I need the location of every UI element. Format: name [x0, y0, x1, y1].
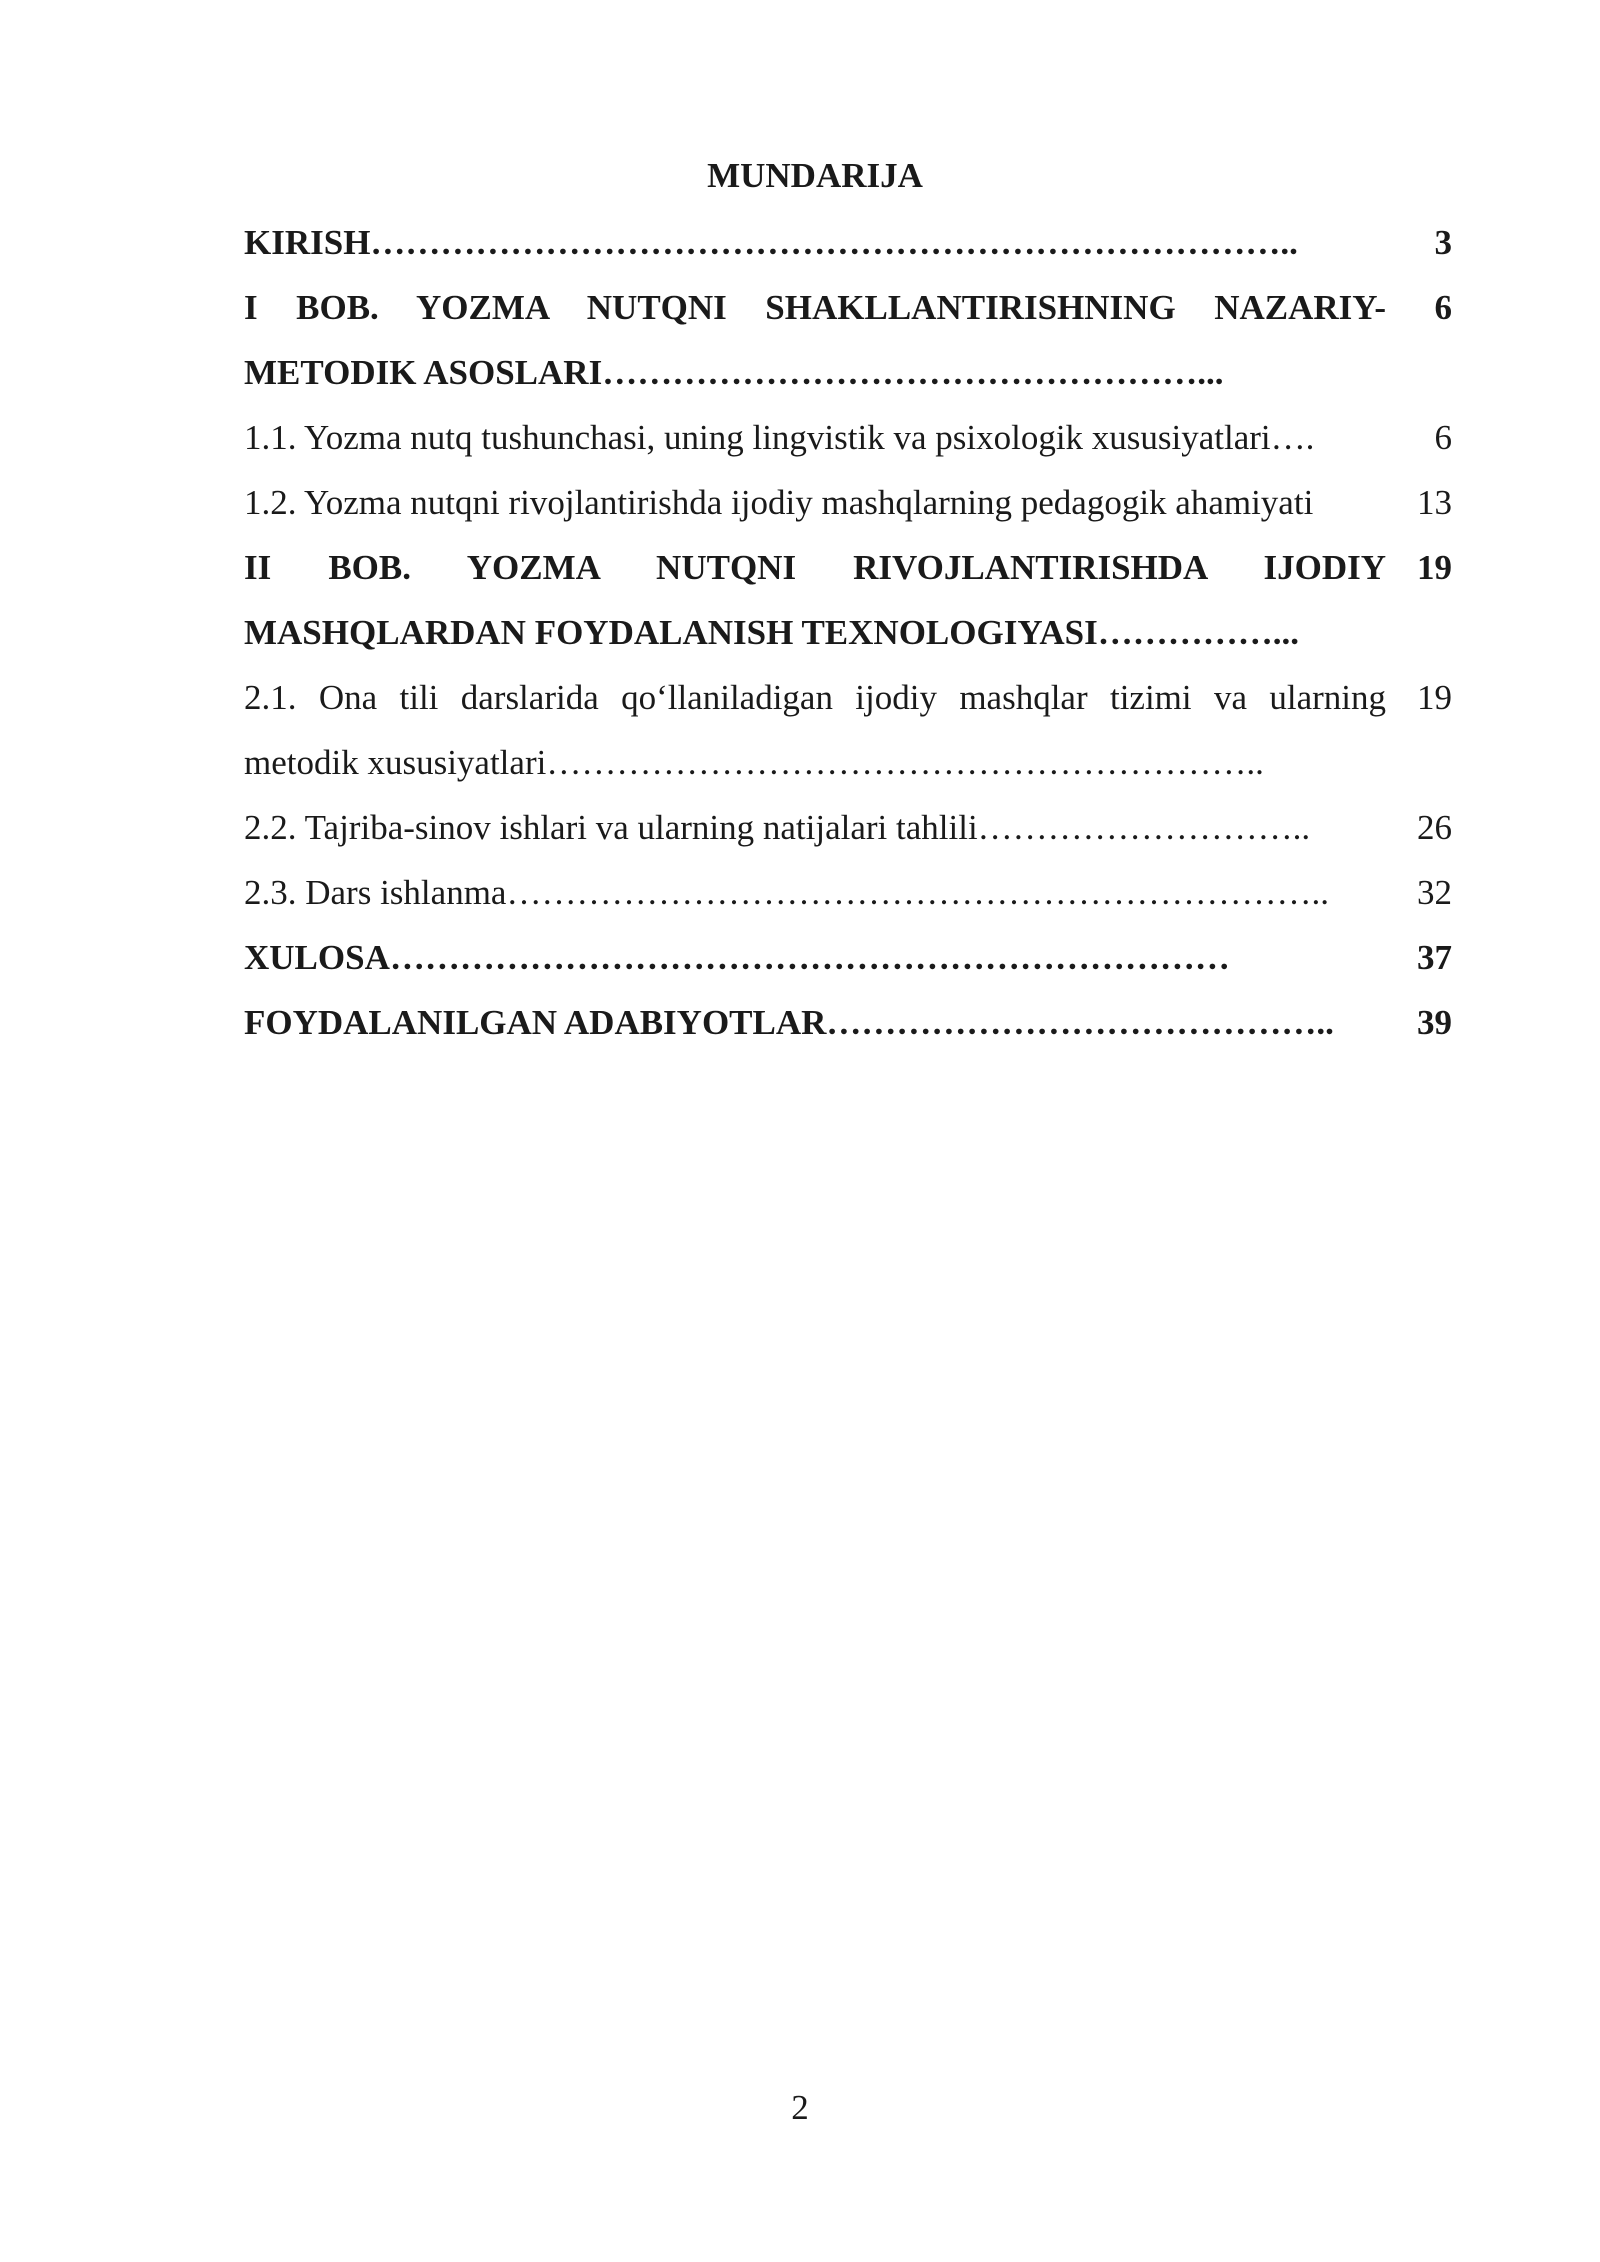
toc-entry-1-2 — [244, 470, 1452, 535]
toc-entry-adabiyotlar — [244, 990, 1452, 1055]
toc-entry-text: I BOB. YOZMA NUTQNI SHAKLLANTIRISHNING NAZARIY-METODIK ASOSLARI……………………………………………... — [244, 288, 1386, 392]
toc-entry-text: 1.1. Yozma nutq tushunchasi, uning lingvistik va psixologik xususiyatlari…. — [244, 418, 1315, 457]
toc-entry-page: 3 — [1434, 223, 1452, 262]
toc-entry-kirish — [244, 210, 1452, 275]
toc-entry-1-1 — [244, 405, 1452, 470]
toc-entry-page: 39 — [1417, 1003, 1452, 1042]
toc-entry-text: FOYDALANILGAN ADABIYOTLAR…………………………………….. — [244, 1003, 1334, 1042]
toc-entry-page: 6 — [1434, 418, 1452, 457]
toc-entry-page: 26 — [1417, 808, 1452, 847]
toc-entry-chapter-1 — [244, 275, 1452, 405]
toc-entry-2-2 — [244, 795, 1452, 860]
toc-entry-text: II BOB. YOZMA NUTQNI RIVOJLANTIRISHDA IJODIY MASHQLARDAN FOYDALANISH TEXNOLOGIYASI……………... — [244, 548, 1386, 652]
toc-entry-2-1 — [244, 665, 1452, 795]
toc-entry-chapter-2 — [244, 535, 1452, 665]
page-number: 2 — [791, 2088, 809, 2127]
toc-entry-page: 37 — [1417, 938, 1452, 977]
toc-entry-text: 2.3. Dars ishlanma…………………………………………………………….. — [244, 873, 1329, 912]
toc-entry-2-3 — [244, 860, 1452, 925]
toc-entry-page: 32 — [1417, 873, 1452, 912]
toc-entry-page: 13 — [1417, 483, 1452, 522]
toc-title: MUNDARIJA — [707, 156, 923, 195]
toc-entry-text: 2.2. Tajriba-sinov ishlari va ularning natijalari tahlili……………………….. — [244, 808, 1311, 847]
toc-entry-text: 1.2. Yozma nutqni rivojlantirishda ijodiy mashqlarning pedagogik ahamiyati — [244, 483, 1314, 522]
toc-entry-page: 19 — [1417, 548, 1452, 587]
toc-entry-text: XULOSA……………………………………………………………… — [244, 938, 1230, 977]
toc-entry-page: 19 — [1417, 678, 1452, 717]
toc-entry-text: KIRISH…………………………………………………………………….. — [244, 223, 1298, 262]
toc-entry-page: 6 — [1434, 288, 1452, 327]
table-of-contents — [244, 210, 1452, 1055]
toc-entry-xulosa — [244, 925, 1452, 990]
toc-entry-text: 2.1. Ona tili darslarida qo‘llaniladigan ijodiy mashqlar tizimi va ularning metodik xususiyatlari…………………………………………………….. — [244, 678, 1386, 782]
